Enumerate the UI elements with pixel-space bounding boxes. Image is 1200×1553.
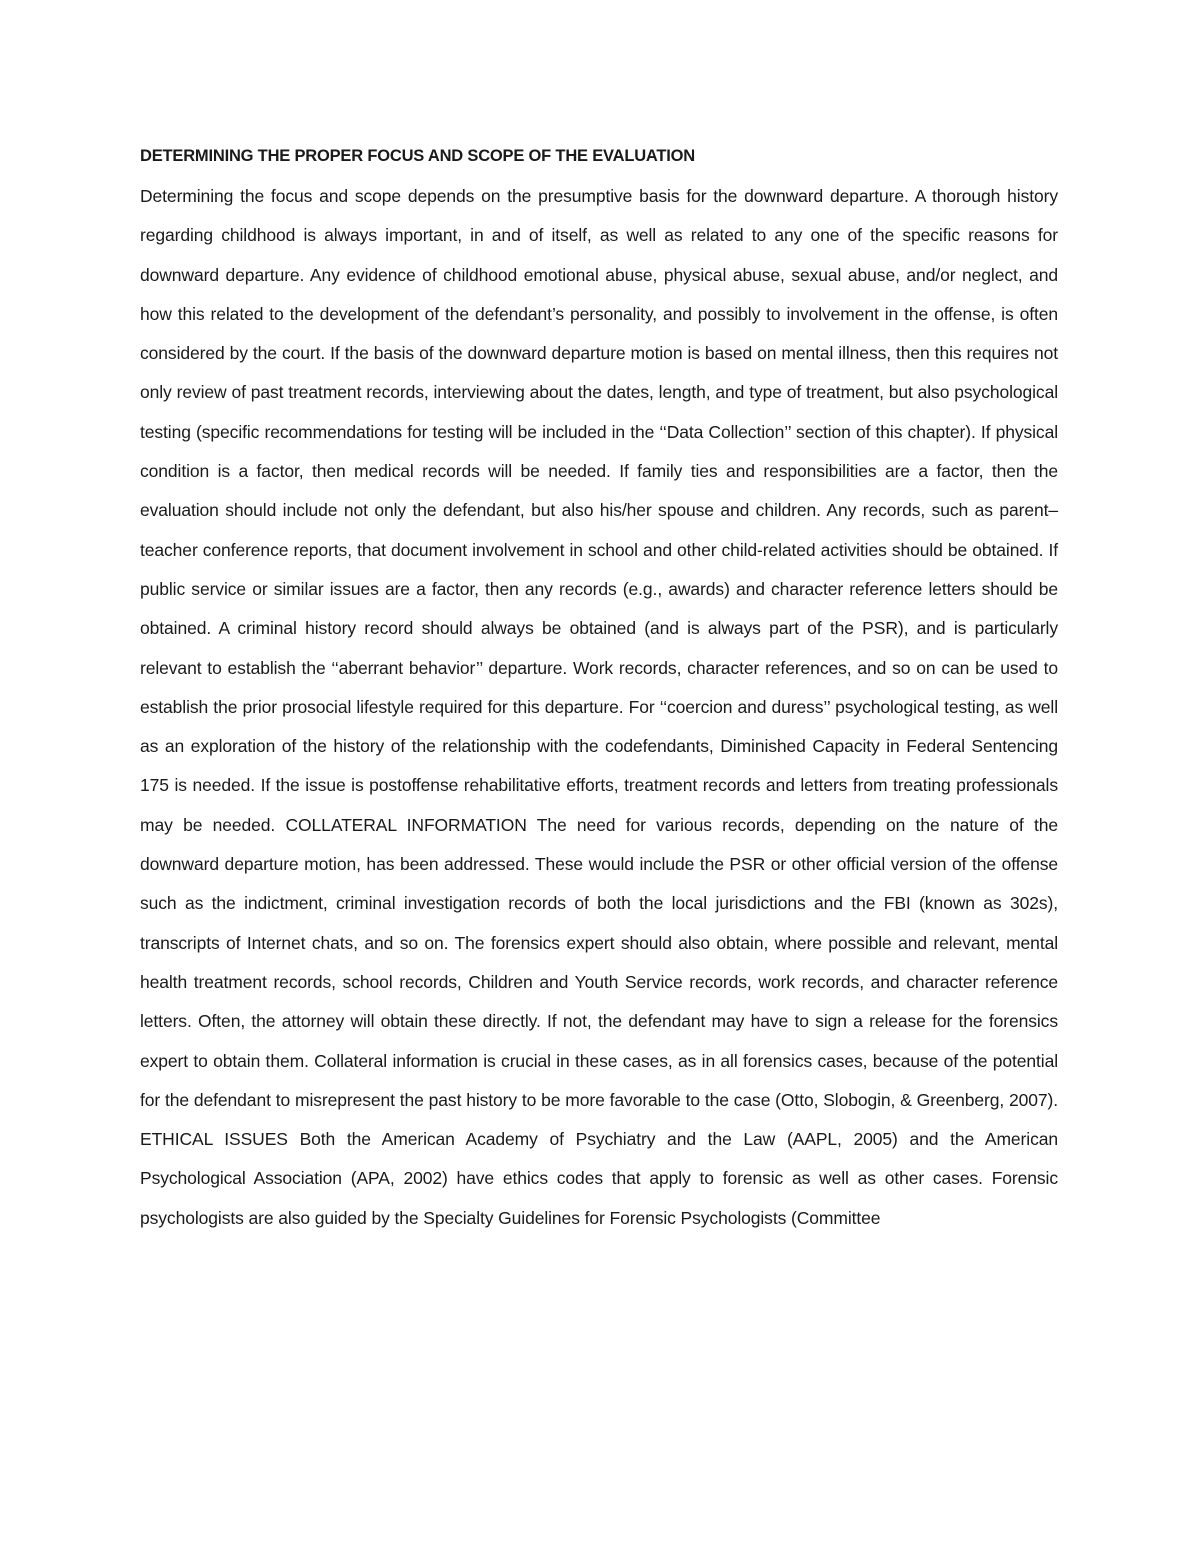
body-paragraph: Determining the focus and scope depends on the presumptive basis for the downward departure. A thorough history regarding childhood is always important, in and of itself, as well as related to any one of the specific reasons for downward departure. Any evidence of childhood emotional abuse, physical abuse, sexual abuse, and/or neglect, and how this related to the development of the defendant’s personality, and possibly to involvement in the offense, is often considered by the court. If the basis of the downward departure motion is based on mental illness, then this requires not only review of past treatment records, interviewing about the dates, length, and type of treatment, but also psychological testing (specific recommendations for testing will be included in the ‘‘Data Collection’’ section of this chapter). If physical condition is a factor, then medical records will be needed. If family ties and responsibilities are a factor, then the evaluation should include not only the defendant, but also his/her spouse and children. Any records, such as parent–teacher conference reports, that document involvement in school and other child-related activities should be obtained. If public service or similar issues are a factor, then any records (e.g., awards) and character reference letters should be obtained. A criminal history record should always be obtained (and is always part of the PSR), and is particularly relevant to establish the ‘‘aberrant behavior’’ departure. Work records, character references, and so on can be used to establish the prior prosocial lifestyle required for this departure. For ‘‘coercion and duress’’ psychological testing, as well as an exploration of the history of the relationship with the codefendants, Diminished Capacity in Federal Sentencing 175 is needed. If the issue is postoffense rehabilitative efforts, treatment records and letters from treating professionals may be needed. COLLATERAL INFORMATION The need for various records, depending on the nature of the downward departure motion, has been addressed. These would include the PSR or other official version of the offense such as the indictment, criminal investigation records of both the local jurisdictions and the FBI (known as 302s), transcripts of Internet chats, and so on. The forensics expert should also obtain, where possible and relevant, mental health treatment records, school records, Children and Youth Service records, work records, and character reference letters. Often, the attorney will obtain these directly. If not, the defendant may have to sign a release for the forensics expert to obtain them. Collateral information is crucial in these cases, as in all forensics cases, because of the potential for the defendant to misrepresent the past history to be more favorable to the case (Otto, Slobogin, & Greenberg, 2007). ETHICAL ISSUES Both the American Academy of Psychiatry and the Law (AAPL, 2005) and the American Psychological Association (APA, 2002) have ethics codes that apply to forensic as well as other cases. Forensic psychologists are also guided by the Specialty Guidelines for Forensic Psychologists (Committee bbox=[140, 186, 1058, 1228]
document-page bbox=[140, 137, 1058, 1238]
section-heading: DETERMINING THE PROPER FOCUS AND SCOPE OF THE EVALUATION bbox=[140, 147, 696, 165]
